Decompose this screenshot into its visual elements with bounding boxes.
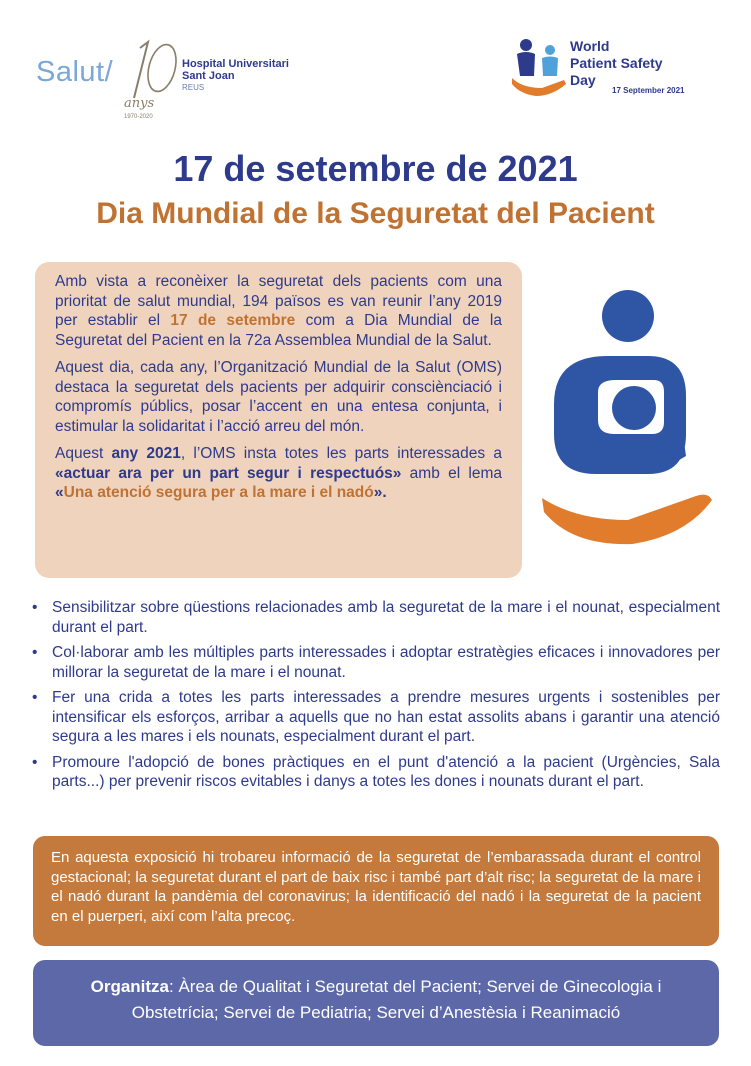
intro-box	[35, 262, 522, 578]
objectives-list	[32, 598, 720, 798]
lema-quote-close: ».	[373, 484, 387, 501]
hospital-city: REUS	[182, 83, 205, 92]
exhibition-info-box: En aquesta exposició hi trobareu informació de la seguretat de l’embarassada durant el control gestacional; la seguretat durant el part de baix risc i també part d’alt risc; la seguretat de la mare i el nadó durant la pandèmia del coronavirus; la identificació del nadó i la seguretat de la pacient en el puerperi, així com l’alta precoç.	[33, 836, 719, 946]
intro-paragraph-2: Aquest dia, cada any, l’Organització Mundial de la Salut (OMS) destaca la seguretat dels pacients per adquirir consciènciació i compromís públics, posar l’accent en una entesa conjunta, i estimular la solidaritat i l’acció arreu del món.	[55, 359, 502, 435]
intro-paragraph-1	[55, 272, 502, 350]
salut-wordmark: Salut/	[36, 56, 114, 88]
intro-text: , l’OMS insta totes les parts interessades a	[180, 445, 502, 462]
bullet-icon: •	[32, 599, 38, 616]
hospital-name-line1: Hospital Universitari	[182, 58, 289, 70]
highlight-date: 17 de setembre	[170, 312, 296, 329]
page-title: Dia Mundial de la Seguretat del Pacient	[96, 197, 655, 230]
intro-text: amb el lema	[401, 464, 502, 482]
organizer-label: Organitza	[90, 977, 170, 996]
list-item-text: Col·laborar amb les múltiples parts interessades i adoptar estratègies eficaces i innovadores per millorar la seguretat de la mare i el nounat.	[52, 644, 720, 681]
list-item-text: Fer una crida a totes les parts interessades a prendre mesures urgents i sostenibles per intensificar els esforços, arribar a aquells que no han estat assolits abans i garantir una atenció segura a les mares i els nounats, especialment durant el part.	[52, 689, 720, 745]
organizer-box	[33, 960, 719, 1046]
list-item	[32, 688, 720, 747]
intro-text: Amb vista a reconèixer la seguretat dels pacients com una prioritat de salut mundial, 194 països es van reunir l’any 2019 per establir el	[55, 273, 502, 329]
list-item	[32, 643, 720, 682]
campaign-quote: «actuar ara per un part segur i respectuós»	[55, 464, 402, 482]
bullet-icon: •	[32, 689, 38, 706]
wpsd-line3: Day	[570, 72, 596, 88]
list-item-text: Promoure l'adopció de bones pràctiques en el punt d'atenció a la pacient (Urgències, Sala parts...) per prevenir riscos evitables i danys a totes les dones i nounats durant el part.	[52, 753, 720, 790]
hospital-name	[182, 58, 289, 94]
intro-text: Aquest	[55, 445, 112, 462]
bullet-icon: •	[32, 644, 38, 661]
wpsd-date: 17 September 2021	[612, 86, 685, 95]
wpsd-title	[570, 38, 663, 89]
world-patient-safety-day-logo	[512, 34, 712, 104]
intro-paragraph-3	[55, 444, 502, 503]
mother-baby-icon	[536, 284, 716, 554]
highlight-year: any 2021	[111, 445, 181, 462]
intro-text: com a Dia Mundial de la Seguretat del Pacient en la 72a Assemblea Mundial de la Salut.	[55, 312, 502, 349]
hospital-name-line2: Sant Joan	[182, 70, 235, 82]
wpsd-line2: Patient Safety	[570, 55, 663, 71]
bullet-icon: •	[32, 753, 38, 771]
hospital-logo	[36, 38, 316, 130]
list-item-text: Sensibilitzar sobre qüestions relacionades amb la seguretat de la mare i el nounat, especialment durant el part.	[52, 599, 720, 636]
anys-script: anys	[124, 96, 155, 111]
organizer-text: : Àrea de Qualitat i Seguretat del Pacient; Servei de Ginecologia i Obstetrícia; Servei de Pediatria; Servei d’Anestèsia i Reanimació	[131, 977, 662, 1022]
anniversary-years: 1970-2020	[124, 114, 153, 120]
wpsd-line1: World	[570, 38, 610, 54]
lema-quote-open: «	[55, 484, 64, 501]
list-item	[32, 598, 720, 637]
campaign-slogan: Una atenció segura per a la mare i el nadó	[63, 484, 374, 501]
list-item	[32, 753, 720, 792]
people-hand-icon	[512, 36, 568, 98]
title-date: 17 de setembre de 2021	[173, 148, 578, 189]
